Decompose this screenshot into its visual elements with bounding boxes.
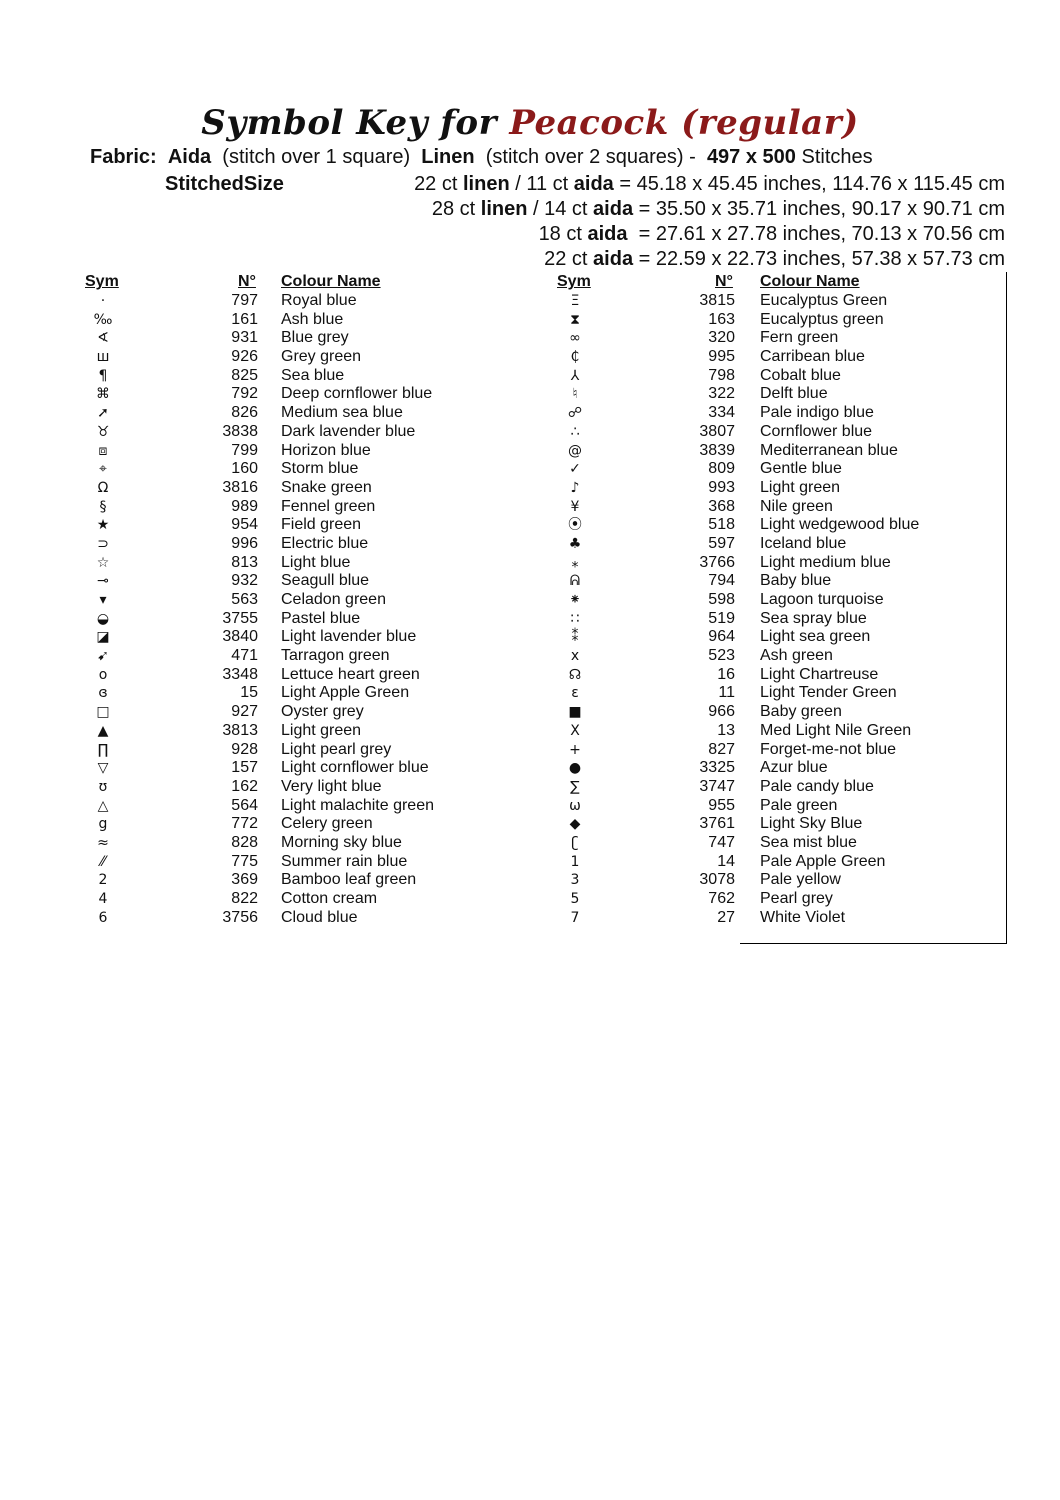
symbol: ✓ <box>569 461 581 478</box>
colour-number: 799 <box>231 441 258 459</box>
colour-number: 3839 <box>699 441 735 459</box>
colour-number: 163 <box>708 310 735 328</box>
colour-number: 762 <box>708 890 735 907</box>
colour-number: 966 <box>708 703 735 721</box>
fabric-linen-note: (stitch over 2 squares) - <box>485 146 696 168</box>
fabric-aida-note: (stitch over 1 square) <box>222 146 411 168</box>
colour-number: 3840 <box>222 628 258 646</box>
colour-number: 3078 <box>699 871 735 889</box>
colour-number: 828 <box>231 833 258 851</box>
page-title <box>0 103 1060 143</box>
symbol: Ⅹ <box>570 722 580 739</box>
colour-number: 519 <box>708 609 735 627</box>
table-border-right <box>1006 272 1007 944</box>
symbol: ⁕ <box>569 592 581 608</box>
header-colour-name: Colour Name <box>760 273 860 290</box>
colour-number: 954 <box>231 516 258 534</box>
symbol: + <box>569 741 581 758</box>
colour-number: 3807 <box>699 422 735 440</box>
symbol: § <box>99 498 107 515</box>
colour-name: Light Apple Green <box>281 684 410 702</box>
colour-number: 822 <box>231 890 258 907</box>
colour-number: 11 <box>718 684 735 702</box>
colour-number: 926 <box>231 348 258 366</box>
colour-name: Light malachite green <box>281 796 434 814</box>
colour-name: Cobalt blue <box>760 366 841 384</box>
symbol: ◒ <box>96 610 110 627</box>
colour-name: Lagoon turquoise <box>760 591 884 608</box>
colour-name: Medium sea blue <box>281 404 403 422</box>
colour-name: Field green <box>281 516 362 534</box>
colour-number: 16 <box>717 665 735 683</box>
colour-number: 3325 <box>699 759 735 777</box>
symbol: ∴ <box>570 423 580 440</box>
colour-number: 809 <box>708 460 735 478</box>
colour-name: Med Light Nile Green <box>760 721 912 739</box>
symbol: o <box>98 666 108 683</box>
symbol: ☊ <box>568 666 582 683</box>
colour-name: Pastel blue <box>281 609 361 627</box>
colour-name: Light wedgewood blue <box>760 516 920 534</box>
symbol: ▾ <box>99 592 107 608</box>
colour-name: Bamboo leaf green <box>281 871 417 889</box>
symbol: ∑ <box>570 778 580 795</box>
fabric-linen: Linen <box>421 146 475 168</box>
table-border-bottom <box>740 943 1007 944</box>
size-fabric: aida <box>573 173 614 195</box>
size-fabric: linen <box>462 173 510 195</box>
colour-number: 320 <box>708 329 735 347</box>
colour-number: 3838 <box>222 422 258 440</box>
symbol: ● <box>568 760 582 777</box>
colour-number: 471 <box>231 647 258 665</box>
symbol: □ <box>96 704 110 721</box>
colour-name: Light sea green <box>760 628 871 646</box>
colour-name: Morning sky blue <box>281 833 402 851</box>
colour-name: Very light blue <box>281 777 382 795</box>
colour-number: 597 <box>708 534 735 552</box>
pattern-name: Peacock (regular) <box>509 103 859 143</box>
symbol: ⁎ <box>571 554 579 571</box>
colour-number: 798 <box>708 366 735 384</box>
symbol: 6 <box>98 909 108 926</box>
colour-name: Dark lavender blue <box>281 422 416 440</box>
colour-name: Pale Apple Green <box>760 852 886 870</box>
symbol: ⌘ <box>96 386 110 403</box>
colour-number: 3816 <box>222 478 258 496</box>
colour-name: Blue grey <box>281 329 349 347</box>
colour-name: Eucalyptus green <box>760 310 884 328</box>
colour-name: Pale yellow <box>760 871 841 889</box>
symbol: ∷ <box>570 610 580 627</box>
colour-name: Ash blue <box>281 310 344 328</box>
colour-number: 3348 <box>222 665 258 683</box>
colour-name: Sea blue <box>281 366 345 384</box>
symbol: ¶ <box>98 367 108 384</box>
symbol: x <box>570 648 580 665</box>
colour-number: 775 <box>231 852 258 870</box>
colour-number: 3756 <box>222 908 258 926</box>
colour-name: Oyster grey <box>281 703 364 721</box>
colour-name: Carribean blue <box>760 348 865 366</box>
fabric-aida: Aida <box>167 146 212 168</box>
colour-name: Light green <box>281 721 362 739</box>
symbol: ⧈ <box>98 442 108 459</box>
colour-number: 368 <box>708 497 735 515</box>
colour-name: Light Sky Blue <box>760 815 863 833</box>
symbol: ¥ <box>570 498 580 515</box>
colour-name: Celery green <box>281 815 373 833</box>
size-count: / 11 ct <box>509 173 574 195</box>
colour-number: 334 <box>708 404 735 422</box>
symbol: ♪ <box>570 479 580 496</box>
colour-name: Light Tender Green <box>760 684 897 702</box>
colour-number: 993 <box>708 478 735 496</box>
symbol: ʊ <box>98 778 108 795</box>
symbol: ➚ <box>97 405 109 422</box>
colour-name: Iceland blue <box>760 534 847 552</box>
stitches-label: Stitches <box>801 146 873 168</box>
symbol: ♮ <box>572 386 578 403</box>
stitched-size-row <box>0 222 1005 247</box>
size-fabric: linen <box>480 198 528 220</box>
symbol: ➹ <box>97 648 109 665</box>
colour-name: Fennel green <box>281 497 376 515</box>
colour-number: 996 <box>231 534 258 552</box>
colour-name: Cotton cream <box>281 890 378 907</box>
colour-name: Light pearl grey <box>281 740 392 758</box>
colour-number: 932 <box>231 572 258 590</box>
colour-name: Light green <box>760 478 841 496</box>
colour-name: Forget-me-not blue <box>760 740 897 758</box>
colour-number: 518 <box>708 516 735 534</box>
size-count: 18 ct <box>538 223 588 245</box>
stitched-size-block <box>0 172 1005 272</box>
colour-name: Summer rain blue <box>281 852 408 870</box>
symbol: ʗ <box>571 834 579 851</box>
colour-name: Cornflower blue <box>760 422 873 440</box>
symbol: Ω <box>97 479 109 496</box>
colour-name: Pale indigo blue <box>760 404 874 422</box>
colour-name: Sea mist blue <box>760 833 857 851</box>
colour-name: Light cornflower blue <box>281 759 429 777</box>
colour-name: Nile green <box>760 497 833 515</box>
colour-name: Light lavender blue <box>281 628 417 646</box>
symbol: ▲ <box>97 722 109 739</box>
colour-name: Grey green <box>281 348 362 366</box>
symbol: ⦿ <box>568 517 582 534</box>
colour-number: 955 <box>708 796 735 814</box>
symbol: ш <box>96 349 110 366</box>
size-fabric: aida <box>587 223 628 245</box>
colour-name: Tarragon green <box>281 647 390 665</box>
header-sym: Sym <box>557 273 591 290</box>
symbol: ♣ <box>568 535 582 552</box>
header-colour-name: Colour Name <box>281 273 381 290</box>
stitched-size-row <box>0 197 1005 222</box>
size-value: = 27.61 x 27.78 inches, 70.13 x 70.56 cm <box>627 223 1005 245</box>
colour-name: Azur blue <box>760 759 828 777</box>
symbol: ■ <box>568 704 582 721</box>
size-count: 22 ct <box>414 173 463 195</box>
colour-name: Baby green <box>760 703 842 721</box>
symbol: ◪ <box>96 629 110 646</box>
header-sym: Sym <box>85 273 119 290</box>
symbol: ≈ <box>97 834 109 851</box>
colour-name: Pearl grey <box>760 890 833 907</box>
symbol: ∞ <box>569 330 581 347</box>
stitched-size-row <box>0 247 1005 272</box>
colour-number: 162 <box>231 777 258 795</box>
colour-number: 14 <box>717 852 735 870</box>
size-count: / 14 ct <box>527 198 594 220</box>
colour-number: 15 <box>240 684 258 702</box>
colour-name: Horizon blue <box>281 441 371 459</box>
colour-number: 827 <box>708 740 735 758</box>
symbol: ⊃ <box>97 535 109 552</box>
colour-number: 322 <box>708 385 735 403</box>
size-value: = 45.18 x 45.45 inches, 114.76 x 115.45 cm <box>613 173 1005 195</box>
colour-number: 3761 <box>699 815 735 833</box>
colour-name: Seagull blue <box>281 572 370 590</box>
colour-number: 157 <box>231 759 258 777</box>
colour-number: 813 <box>231 553 258 571</box>
symbol: Ξ <box>570 293 580 309</box>
stitched-size-label: StitchedSize <box>165 173 284 195</box>
colour-number: 931 <box>231 329 258 347</box>
symbol: ɞ <box>98 685 108 702</box>
symbol: ω <box>569 797 581 814</box>
colour-name: Baby blue <box>760 572 832 590</box>
symbol: ⁑ <box>571 629 579 646</box>
colour-name: Royal blue <box>281 292 357 309</box>
colour-number: 564 <box>231 796 258 814</box>
colour-number: 772 <box>231 815 258 833</box>
fabric-label: Fabric: <box>90 146 157 168</box>
colour-name: Gentle blue <box>760 460 842 478</box>
symbol: ⊸ <box>97 573 109 590</box>
colour-number: 598 <box>708 591 735 608</box>
symbol: ε <box>571 685 579 702</box>
symbol: ▽ <box>97 760 109 777</box>
colour-number: 27 <box>717 908 735 926</box>
symbol: 2 <box>98 872 108 889</box>
symbol: g <box>98 816 108 833</box>
symbol: ⧗ <box>570 311 580 328</box>
colour-name: Pale green <box>760 796 838 814</box>
symbol: ◆ <box>569 816 581 833</box>
symbol: 4 <box>98 891 108 907</box>
size-value: = 22.59 x 22.73 inches, 57.38 x 57.73 cm <box>633 248 1005 270</box>
title-prefix: Symbol Key for <box>201 103 497 143</box>
symbol: ∏ <box>97 741 109 758</box>
colour-name: Celadon green <box>281 591 386 608</box>
colour-number: 523 <box>708 647 735 665</box>
symbol: △ <box>97 797 109 814</box>
colour-number: 825 <box>231 366 258 384</box>
colour-name: Light medium blue <box>760 553 891 571</box>
symbol: ☆ <box>96 554 110 571</box>
symbol: ᕱ <box>569 573 581 590</box>
colour-number: 928 <box>231 740 258 758</box>
symbol: 5 <box>570 891 580 907</box>
header-number: N° <box>238 273 256 290</box>
colour-name: Mediterranean blue <box>760 441 898 459</box>
symbol: 7 <box>570 909 580 926</box>
colour-number: 927 <box>231 703 258 721</box>
stitch-dimensions: 497 x 500 <box>706 146 796 168</box>
colour-number: 747 <box>708 833 735 851</box>
colour-number: 563 <box>231 591 258 608</box>
colour-number: 995 <box>708 348 735 366</box>
colour-name: Fern green <box>760 329 839 347</box>
symbol: 1 <box>570 853 580 870</box>
symbol: ∢ <box>97 330 109 347</box>
colour-name: Ash green <box>760 647 833 665</box>
size-fabric: aida <box>593 198 634 220</box>
symbol: ₵ <box>570 349 580 366</box>
header-number: N° <box>715 273 733 290</box>
colour-number: 989 <box>231 497 258 515</box>
colour-name: Storm blue <box>281 460 359 478</box>
colour-name: Snake green <box>281 478 372 496</box>
size-fabric: aida <box>593 248 634 270</box>
colour-name: Pale candy blue <box>760 777 874 795</box>
size-count: 22 ct <box>544 248 594 270</box>
colour-name: Delft blue <box>760 385 828 403</box>
colour-name: Lettuce heart green <box>281 665 420 683</box>
colour-name: Light blue <box>281 553 351 571</box>
colour-name: Deep cornflower blue <box>281 385 433 403</box>
colour-number: 369 <box>231 871 258 889</box>
colour-number: 3747 <box>699 777 735 795</box>
colour-name: Light Chartreuse <box>760 665 879 683</box>
colour-number: 160 <box>231 460 258 478</box>
colour-number: 3813 <box>222 721 258 739</box>
stitched-size-row <box>0 172 1005 197</box>
symbol: ♉ <box>96 423 110 440</box>
symbol: ☍ <box>567 405 583 422</box>
colour-name: White Violet <box>760 908 846 926</box>
colour-number: 797 <box>231 292 258 309</box>
colour-number: 964 <box>708 628 735 646</box>
colour-name: Electric blue <box>281 534 369 552</box>
colour-number: 3766 <box>699 553 735 571</box>
symbol: ⅄ <box>570 367 580 384</box>
symbol: ★ <box>96 517 110 534</box>
colour-number: 3815 <box>699 292 735 309</box>
colour-number: 794 <box>708 572 735 590</box>
symbol: 3 <box>570 872 580 889</box>
size-count: 28 ct <box>431 198 481 220</box>
size-value: = 35.50 x 35.71 inches, 90.17 x 90.71 cm <box>633 198 1005 220</box>
symbol: ‰ <box>93 311 113 328</box>
colour-name: Sea spray blue <box>760 609 867 627</box>
symbol: ⁄⁄ <box>100 853 106 870</box>
symbol: · <box>100 293 106 309</box>
colour-number: 792 <box>231 385 258 403</box>
fabric-line <box>90 146 873 169</box>
colour-name: Eucalyptus Green <box>760 292 888 309</box>
colour-number: 161 <box>231 310 258 328</box>
colour-number: 826 <box>231 404 258 422</box>
colour-name: Cloud blue <box>281 908 358 926</box>
symbol: @ <box>568 442 582 459</box>
colour-number: 13 <box>717 721 735 739</box>
colour-number: 3755 <box>222 609 258 627</box>
symbol: ⌖ <box>99 461 107 478</box>
